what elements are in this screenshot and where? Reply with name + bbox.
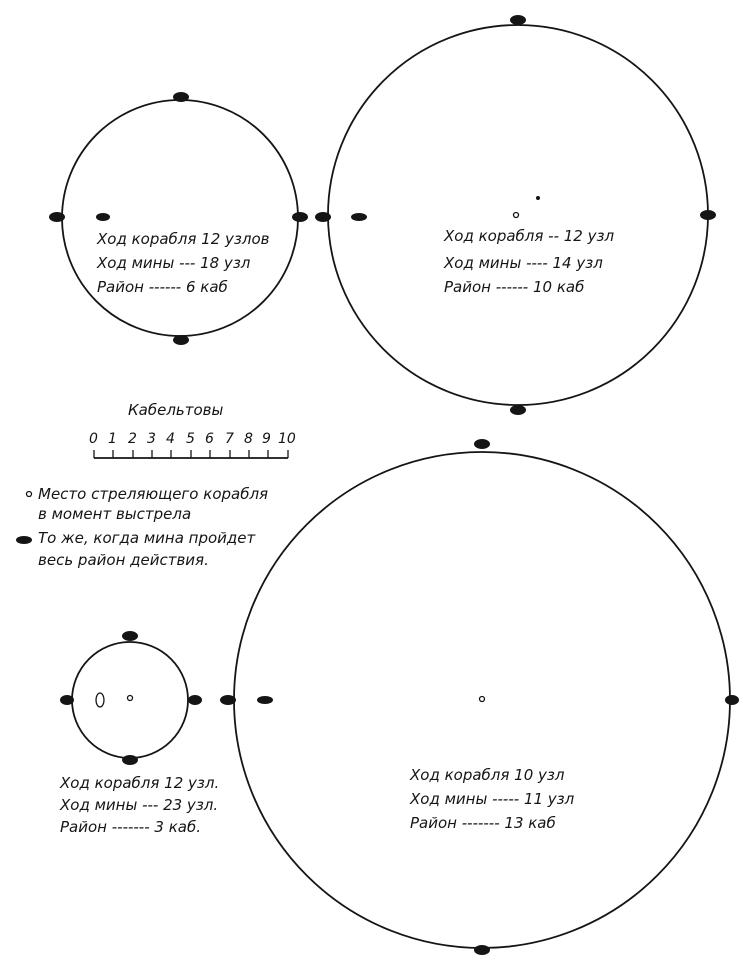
firing-position-marker xyxy=(128,696,133,701)
range-label: Район ------ 10 каб xyxy=(444,278,585,296)
scale-title: Кабельтовы xyxy=(128,401,224,419)
scale-tick-label: 7 xyxy=(225,431,234,447)
ship-marker-top xyxy=(173,92,189,102)
ship-marker-bottom xyxy=(173,335,189,345)
firing-position-marker xyxy=(480,697,485,702)
legend-item1-text: Место стреляющего корабля xyxy=(38,485,269,503)
ship-marker-center xyxy=(96,213,110,221)
ship-speed-label: Ход корабля -- 12 узл xyxy=(444,227,615,245)
ship-marker-top xyxy=(122,631,138,641)
ship-speed-label: Ход корабля 12 узлов xyxy=(97,230,270,248)
range-label: Район ------- 13 каб xyxy=(410,814,556,832)
ship-marker-right xyxy=(188,695,202,705)
ship-marker-bottom xyxy=(510,405,526,415)
ship-marker-top xyxy=(474,439,490,449)
ship-speed-label: Ход корабля 12 узл. xyxy=(60,774,220,792)
mine-speed-label: Ход мины --- 23 узл. xyxy=(60,796,219,814)
scale-tick-label: 10 xyxy=(278,431,296,447)
ship-marker-left xyxy=(49,212,65,222)
legend-filled-marker xyxy=(16,536,32,544)
ship-marker-left xyxy=(60,695,74,705)
ship-marker-bottom xyxy=(122,755,138,765)
mine-speed-label: Ход мины ---- 14 узл xyxy=(444,254,603,272)
ship-speed-label: Ход корабля 10 узл xyxy=(410,766,565,784)
ship-marker-inner xyxy=(257,696,273,704)
ship-marker-top xyxy=(510,15,526,25)
scale-tick-label: 9 xyxy=(262,431,271,447)
scale-tick-label: 3 xyxy=(147,431,156,447)
ship-marker-inner xyxy=(351,213,367,221)
scale-tick-label: 0 xyxy=(89,431,98,447)
scale-bar xyxy=(94,450,288,458)
range-label: Район ------- 3 каб. xyxy=(60,818,201,836)
ship-marker-left xyxy=(315,212,331,222)
scale-tick-label: 8 xyxy=(244,431,253,447)
legend-item1-text: в момент выстрела xyxy=(38,505,192,523)
legend-open-marker xyxy=(27,492,32,497)
mine-speed-label: Ход мины --- 18 узл xyxy=(97,254,251,272)
legend-item2-text: То же, когда мина пройдет xyxy=(38,529,256,547)
range-label: Район ------ 6 каб xyxy=(97,278,228,296)
ship-marker-left xyxy=(220,695,236,705)
ship-marker-right xyxy=(700,210,716,220)
ship-marker-bottom xyxy=(474,945,490,955)
center-dot xyxy=(536,196,540,200)
ship-marker-right xyxy=(725,695,739,705)
scale-tick-label: 5 xyxy=(186,431,195,447)
circle-bottom-right xyxy=(234,452,730,948)
scale-tick-label: 2 xyxy=(128,431,137,447)
legend-item2-text: весь район действия. xyxy=(38,551,209,569)
scale-tick-label: 4 xyxy=(166,431,175,447)
scale-tick-label: 6 xyxy=(205,431,214,447)
scale-tick-label: 1 xyxy=(108,431,117,447)
mine-speed-label: Ход мины ----- 11 узл xyxy=(410,790,575,808)
ship-marker-right xyxy=(292,212,308,222)
firing-position-marker xyxy=(514,213,519,218)
firing-position-marker xyxy=(96,693,104,707)
